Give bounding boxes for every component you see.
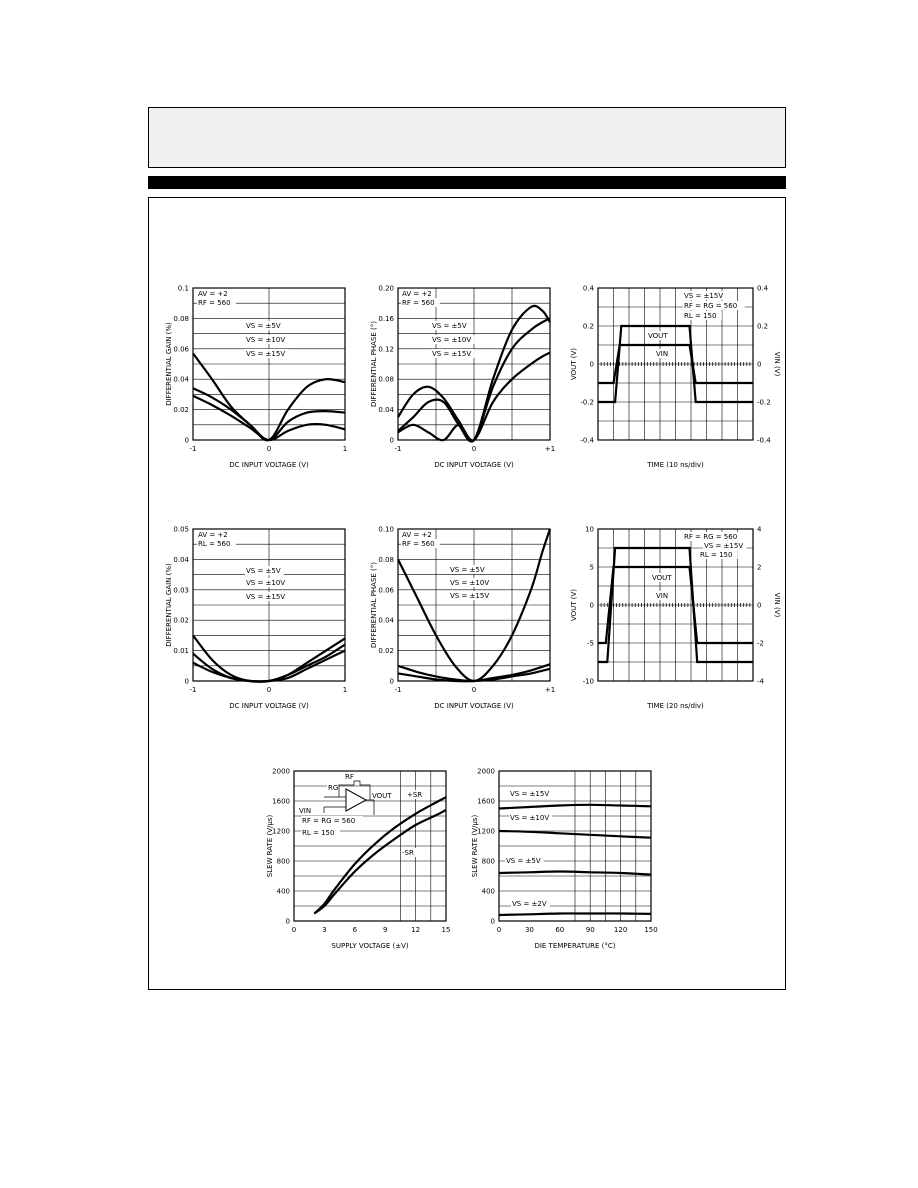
y-axis-label: DIFFERENTIAL GAIN (%) [165, 563, 173, 647]
title-bar [148, 176, 786, 189]
y-axis-label: VOUT (V) [570, 588, 578, 622]
y-tick-label: 0.04 [378, 616, 394, 625]
x-tick-label: 0 [291, 926, 297, 934]
note-label: VS = ±15V [704, 542, 744, 550]
y-axis-label: DIFFERENTIAL PHASE (°) [370, 320, 378, 408]
legend-label: VOUT [652, 574, 672, 582]
y-tick-label: -0.2 [580, 398, 594, 407]
y-tick-label: 1600 [272, 797, 290, 806]
x-tick-label: +1 [544, 686, 556, 694]
note-label: RF = RG = 560 [684, 302, 738, 310]
y-tick-label: 400 [276, 887, 290, 896]
legend-label: VS = ±15V [510, 790, 550, 798]
note-label: RF = 560 [198, 299, 231, 307]
x-tick-label: 0 [471, 686, 477, 694]
x-tick-label: 0 [266, 686, 272, 694]
y-axis-label: SLEW RATE (V/µs) [266, 814, 274, 878]
y-tick-label: 0.02 [173, 406, 189, 415]
y-axis-label: DIFFERENTIAL GAIN (%) [165, 322, 173, 406]
legend-label: -SR [402, 849, 414, 857]
note-label: RL = 150 [684, 312, 717, 320]
y-tick-label: 0 [490, 917, 495, 926]
note-label: RF = RG = 560 [302, 817, 356, 825]
y-tick-label-right: 2 [757, 563, 762, 572]
note-label: AV = +2 [198, 531, 228, 539]
x-tick-label: -1 [189, 445, 197, 453]
note-label: RL = 560 [198, 540, 231, 548]
y-tick-label: 800 [276, 857, 290, 866]
y-tick-label: 0.06 [173, 345, 189, 354]
header-box [148, 107, 786, 168]
legend-label: VS = ±5V [450, 566, 485, 574]
x-axis-label: DC INPUT VOLTAGE (V) [434, 702, 514, 710]
legend-label: VOUT [648, 332, 668, 340]
x-axis-label: DC INPUT VOLTAGE (V) [229, 461, 309, 469]
y-tick-label: 2000 [477, 767, 495, 776]
legend-label: +SR [407, 791, 423, 799]
y-tick-label: -5 [587, 639, 594, 648]
y-tick-label-right: 0 [757, 601, 762, 610]
y-tick-label-right: -2 [757, 639, 764, 648]
x-axis-label: SUPPLY VOLTAGE (±V) [331, 942, 409, 950]
y-tick-label: 0 [589, 601, 594, 610]
x-tick-label: 0 [471, 445, 477, 453]
x-tick-label: 30 [524, 926, 534, 934]
note-label: RF = 560 [402, 299, 435, 307]
legend-label: VS = ±10V [246, 336, 286, 344]
legend-label: VIN [656, 592, 669, 600]
x-tick-label: 1 [342, 686, 348, 694]
y-tick-label-right: 4 [757, 525, 762, 534]
legend-label: VS = ±10V [432, 336, 472, 344]
note-label: AV = +2 [198, 290, 228, 298]
y-tick-label: 0.12 [378, 345, 394, 354]
y-tick-label: 0.2 [582, 322, 594, 331]
chart-p2 [368, 258, 580, 470]
x-tick-label: 3 [322, 926, 327, 934]
legend-label: VIN [656, 350, 669, 358]
legend-label: VS = ±10V [450, 579, 490, 587]
series-line-1 [314, 810, 446, 914]
note-label: RF = RG = 560 [684, 533, 738, 541]
y-tick-label: 0.02 [173, 616, 189, 625]
chart-p6 [568, 499, 783, 711]
chart-p4 [163, 499, 375, 711]
x-tick-label: 120 [613, 926, 628, 934]
y-tick-label: 1200 [477, 827, 495, 836]
legend-label: VS = ±15V [246, 350, 286, 358]
y-tick-label: 0.04 [378, 406, 394, 415]
y-tick-label: 0 [589, 360, 594, 369]
note-label: AV = +2 [402, 290, 432, 298]
y-tick-label: 0.16 [378, 314, 394, 323]
y-tick-label: 1600 [477, 797, 495, 806]
note-label: RG [328, 784, 339, 792]
y-tick-label: 0.05 [173, 525, 189, 534]
x-tick-label: 150 [644, 926, 658, 934]
note-label: RF = 560 [402, 540, 435, 548]
y-tick-label-right: 0.4 [757, 284, 769, 293]
note-label: RL = 150 [700, 551, 733, 559]
note-label: RL = 150 [302, 829, 335, 837]
legend-label: VS = ±15V [450, 592, 490, 600]
y-tick-label-right: 0 [757, 360, 762, 369]
chart-p1 [163, 258, 375, 470]
note-label: AV = +2 [402, 531, 432, 539]
y-tick-label: 0.02 [378, 647, 394, 656]
chart-p8 [469, 741, 681, 951]
x-tick-label: -1 [394, 686, 402, 694]
y-tick-label: 0.08 [173, 314, 189, 323]
y-tick-label: 0.20 [378, 284, 394, 293]
legend-label: VS = ±5V [246, 322, 281, 330]
legend-label: VS = ±15V [432, 350, 472, 358]
x-tick-label: 60 [555, 926, 565, 934]
chart-p7 [264, 741, 476, 951]
y-tick-label: 0.08 [378, 555, 394, 564]
x-tick-label: -1 [394, 445, 402, 453]
legend-label: VS = ±10V [246, 579, 286, 587]
y-tick-label: 10 [585, 525, 594, 534]
x-axis-label: DC INPUT VOLTAGE (V) [229, 702, 309, 710]
y-axis-label-right: VIN (V) [773, 592, 781, 618]
y-tick-label: 800 [481, 857, 495, 866]
y-tick-label-right: -0.4 [757, 436, 771, 445]
note-label: VS = ±15V [684, 292, 724, 300]
x-axis-label: TIME (20 ns/div) [647, 702, 704, 710]
chart-p3 [568, 258, 783, 470]
x-tick-label: 0 [266, 445, 272, 453]
y-tick-label: 0.4 [582, 284, 594, 293]
x-tick-label: 1 [342, 445, 348, 453]
y-tick-label: 0.1 [177, 284, 189, 293]
legend-label: VS = ±15V [246, 593, 286, 601]
x-tick-label: 6 [352, 926, 358, 934]
x-tick-label: 15 [441, 926, 451, 934]
y-tick-label: 2000 [272, 767, 290, 776]
y-tick-label-right: -4 [757, 677, 764, 686]
y-tick-label: 0 [389, 677, 394, 686]
y-tick-label: 5 [589, 563, 594, 572]
y-tick-label: 1200 [272, 827, 290, 836]
y-axis-label: VOUT (V) [570, 347, 578, 381]
y-tick-label: 0.03 [173, 586, 189, 595]
y-tick-label: -10 [582, 677, 594, 686]
y-tick-label: 0.10 [378, 525, 394, 534]
y-tick-label: -0.4 [580, 436, 594, 445]
y-tick-label: 0.01 [173, 647, 189, 656]
x-tick-label: -1 [189, 686, 197, 694]
y-axis-label: SLEW RATE (V/µs) [471, 814, 479, 878]
y-tick-label: 0 [184, 436, 189, 445]
x-tick-label: +1 [544, 445, 556, 453]
x-axis-label: DIE TEMPERATURE (°C) [534, 942, 616, 950]
note-label: VIN [299, 807, 312, 815]
y-tick-label: 0 [285, 917, 290, 926]
note-label: VOUT [372, 792, 392, 800]
y-tick-label: 0 [184, 677, 189, 686]
y-tick-label: 0.08 [378, 375, 394, 384]
x-tick-label: 0 [496, 926, 502, 934]
legend-label: VS = ±2V [512, 900, 547, 908]
y-tick-label: 0 [389, 436, 394, 445]
x-tick-label: 9 [382, 926, 388, 934]
x-axis-label: TIME (10 ns/div) [647, 461, 704, 469]
chart-p5 [368, 499, 580, 711]
legend-label: VS = ±5V [506, 857, 541, 865]
y-axis-label-right: VIN (V) [773, 351, 781, 377]
legend-label: VS = ±5V [246, 567, 281, 575]
x-tick-label: 12 [411, 926, 421, 934]
y-axis-label: DIFFERENTIAL PHASE (°) [370, 561, 378, 649]
x-axis-label: DC INPUT VOLTAGE (V) [434, 461, 514, 469]
y-tick-label: 0.04 [173, 555, 189, 564]
y-tick-label: 0.04 [173, 375, 189, 384]
x-tick-label: 90 [585, 926, 595, 934]
y-tick-label: 0.06 [378, 586, 394, 595]
y-tick-label: 400 [481, 887, 495, 896]
legend-label: VS = ±5V [432, 322, 467, 330]
note-label: RF [345, 773, 354, 781]
y-tick-label-right: 0.2 [757, 322, 769, 331]
y-tick-label-right: -0.2 [757, 398, 771, 407]
legend-label: VS = ±10V [510, 814, 550, 822]
